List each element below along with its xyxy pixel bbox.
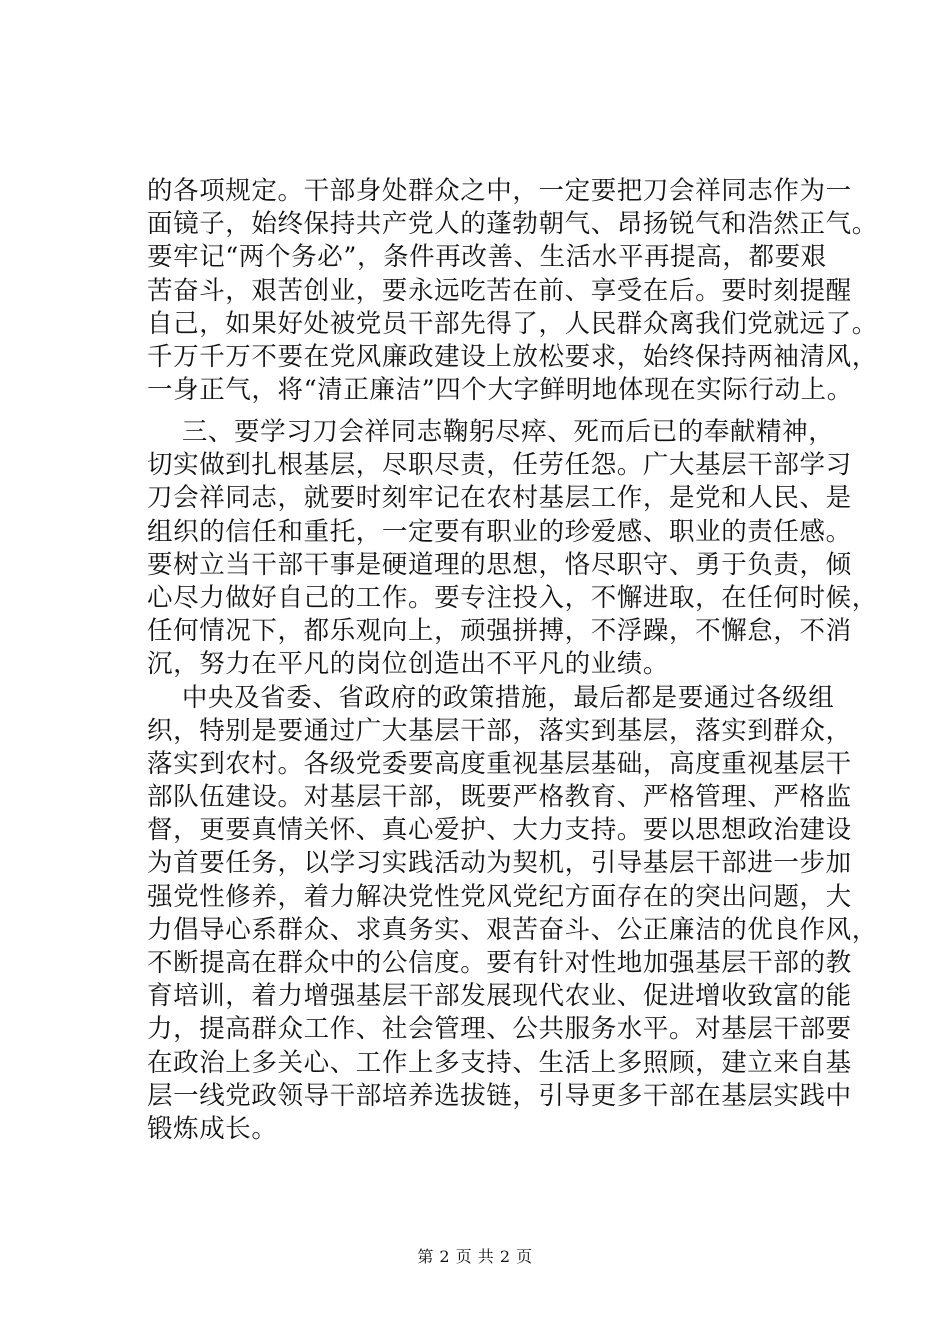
text-line: 督，更要真情关怀、真心爱护、大力支持。要以思想政治建设: [147, 815, 852, 846]
text-line: 面镜子，始终保持共产党人的蓬勃朝气、昂扬锐气和浩然正气。: [147, 209, 878, 240]
text-line: 沉，努力在平凡的岗位创造出不平凡的业绩。: [147, 649, 670, 680]
text-line: 三、要学习刀会祥同志鞠躬尽瘁、死而后已的奉献精神，: [147, 417, 835, 447]
text-line: 切实做到扎根基层，尽职尽责，任劳任怨。广大基层干部学习: [147, 450, 852, 481]
text-line: 在政治上多关心、工作上多支持、生活上多照顾，建立来自基: [147, 1047, 852, 1078]
text-line: 锻炼成长。: [147, 1113, 278, 1144]
text-line: 为首要任务，以学习实践活动为契机，引导基层干部进一步加: [147, 848, 852, 879]
text-line: 组织的信任和重托，一定要有职业的珍爱感、职业的责任感。: [147, 516, 852, 547]
paragraph-block-2: [147, 416, 878, 1146]
text-line: 任何情况下，都乐观向上，顽强拼搏，不浮躁，不懈怠，不消: [147, 616, 852, 647]
text-line: 育培训，着力增强基层干部发展现代农业、促进增收致富的能: [147, 981, 852, 1012]
text-line: 中央及省委、省政府的政策措施，最后都是要通过各级组: [147, 682, 835, 713]
text-line: 力倡导心系群众、求真务实、艰苦奋斗、公正廉洁的优良作风，: [147, 914, 878, 945]
text-line: 层一线党政领导干部培养选拔链，引导更多干部在基层实践中: [147, 1080, 852, 1111]
text-line: 不断提高在群众中的公信度。要有针对性地加强基层干部的教: [147, 948, 852, 978]
text-line: 强党性修养，着力解决党性党风党纪方面存在的突出问题，大: [147, 881, 852, 912]
text-line: 自己，如果好处被党员干部先得了，人民群众离我们党就远了。: [147, 308, 878, 339]
text-line: 部队伍建设。对基层干部，既要严格教育、严格管理、严格监: [147, 782, 852, 813]
text-line: 心尽力做好自己的工作。要专注投入，不懈进取，在任何时候，: [147, 582, 878, 613]
text-line: 要树立当干部干事是硬道理的思想，恪尽职守、勇于负责，倾: [147, 549, 852, 580]
paragraph-block-1: [147, 175, 878, 407]
text-line: 的各项规定。干部身处群众之中，一定要把刀会祥同志作为一: [147, 176, 852, 206]
text-line: 要牢记“两个务必”，条件再改善、生活水平再提高，都要艰: [147, 242, 827, 273]
page-footer: 第 2 页 共 2 页: [417, 1247, 533, 1266]
text-line: 落实到农村。各级党委要高度重视基层基础，高度重视基层干: [147, 748, 852, 779]
text-line: 织，特别是要通过广大基层干部，落实到基层，落实到群众，: [147, 715, 852, 746]
text-line: 苦奋斗，艰苦创业，要永远吃苦在前、享受在后。要时刻提醒: [147, 275, 852, 306]
text-line: 千万千万不要在党风廉政建设上放松要求，始终保持两袖清风，: [147, 341, 878, 372]
text-line: 力，提高群众工作、社会管理、公共服务水平。对基层干部要: [147, 1014, 852, 1045]
text-line: 刀会祥同志，就要时刻牢记在农村基层工作，是党和人民、是: [147, 483, 852, 514]
text-line: 一身正气，将“清正廉洁”四个大字鲜明地体现在实际行动上。: [147, 375, 853, 406]
